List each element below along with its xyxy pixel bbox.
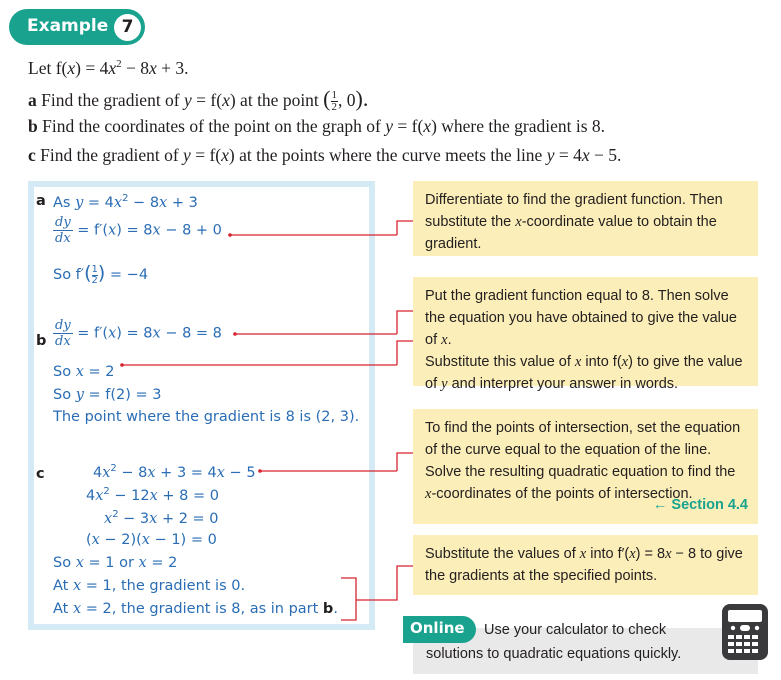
- connector-a-elbow: [397, 221, 413, 235]
- working-c-line7: At x = 2, the gradient is 8, as in part b.: [53, 601, 338, 617]
- working-b-line1: $\frac{dy}{dx}$ = f′(x) = 8x − 8 = 8: [55, 318, 222, 349]
- working-a-line3: So f′( $\frac{1}{2}$ ) = −4: [53, 262, 149, 286]
- connector-b2-elbow: [397, 341, 413, 365]
- working-b-line2: So x = 2: [53, 364, 115, 380]
- question-part-a: a Find the gradient of y = f(x) at the point ( $\frac{1}{2}$ , 0).: [28, 86, 369, 114]
- connector-bracket: [341, 578, 356, 620]
- note-intersection: To find the points of intersection, set the equation of the curve equal to the equation of the line. Solve the resulting quadratic equation to find the x-coordinates of the points of intersection. ← Section 4.4: [413, 409, 758, 524]
- online-label: Online: [403, 616, 476, 643]
- working-c-line2: $4x^2 - 12x + 8 = 0$: [86, 486, 219, 504]
- question-part-b: b Find the coordinates of the point on the graph of y = f(x) where the gradient is 8.: [28, 116, 606, 136]
- connector-bracket-elbow: [356, 566, 413, 600]
- working-c-line6: At x = 1, the gradient is 0.: [53, 578, 246, 594]
- working-a-line2: $\frac{dy}{dx}$ = f′(x) = 8x − 8 + 0: [55, 215, 222, 246]
- working-b-line4: The point where the gradient is 8 is (2, 3).: [53, 409, 360, 425]
- section-link[interactable]: ← Section 4.4: [652, 497, 748, 513]
- question-part-c: c Find the gradient of y = f(x) at the points where the curve meets the line y = 4x − 5.: [28, 145, 622, 165]
- working-c-line3: $x^2 - 3x + 2 = 0$: [104, 509, 219, 527]
- question-intro: Let $f(x) = 4x^2 - 8x + 3$.: [28, 58, 189, 78]
- note-gradient-equal: Put the gradient function equal to 8. Then solve the equation you have obtained to give the value of x. Substitute this value of x into f(x) to give the value of y and interpret your answer in words.: [413, 277, 758, 386]
- online-text-line2: solutions to quadratic equations quickly.: [426, 646, 682, 662]
- example-label: Example: [27, 16, 109, 36]
- online-text-line1: Use your calculator to check: [484, 622, 667, 638]
- connector-c-elbow: [397, 453, 413, 471]
- working-letter-b: b: [36, 333, 47, 349]
- working-c-line1: $4x^2 - 8x + 3 = 4x - 5$: [93, 463, 256, 481]
- connector-b1-elbow: [397, 311, 413, 334]
- working-c-line5: So x = 1 or x = 2: [53, 555, 178, 571]
- working-letter-a: a: [36, 193, 46, 209]
- calculator-icon: [720, 602, 770, 662]
- working-letter-c: c: [36, 466, 45, 482]
- working-c-line4: (x − 2)(x − 1) = 0: [86, 532, 217, 548]
- working-b-line3: So y = f(2) = 3: [53, 387, 162, 403]
- working-a-line1: As $y = 4x^2 - 8x + 3$: [53, 193, 198, 211]
- note-differentiate: Differentiate to find the gradient function. Then substitute the x-coordinate value to obtain the gradient.: [413, 181, 758, 256]
- example-number: 7: [114, 14, 141, 41]
- note-substitute-values: Substitute the values of x into f′(x) = 8x − 8 to give the gradients at the specified points.: [413, 535, 758, 595]
